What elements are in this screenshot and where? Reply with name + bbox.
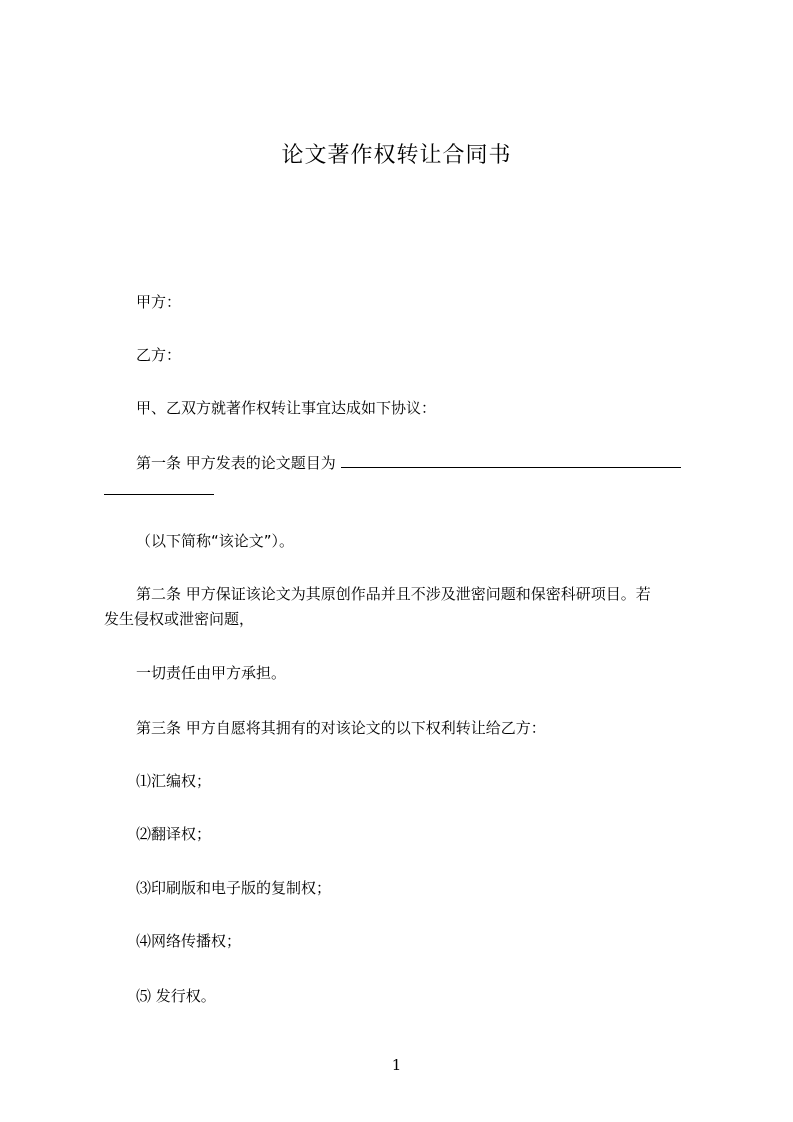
article-2-line-1: 第二条 甲方保证该论文为其原创作品并且不涉及泄密问题和保密科研项目。若 xyxy=(136,585,651,603)
article-2-line-2: 发生侵权或泄密问题， xyxy=(104,610,255,628)
agreement-intro: 甲、乙双方就著作权转让事宜达成如下协议： xyxy=(136,399,437,417)
document-title: 论文著作权转让合同书 xyxy=(281,143,512,168)
right-item-2: ⑵翻译权； xyxy=(136,825,212,843)
article-3: 第三条 甲方自愿将其拥有的对该论文的以下权利转让给乙方： xyxy=(136,719,546,737)
right-item-5: ⑸ 发行权。 xyxy=(136,987,216,1005)
title-blank-line-continued xyxy=(104,480,214,495)
article-1-text: 第一条 甲方发表的论文题目为 xyxy=(136,454,341,472)
right-item-3: ⑶印刷版和电子版的复制权； xyxy=(136,879,332,897)
page-number: 1 xyxy=(391,1056,402,1074)
right-item-1: ⑴汇编权； xyxy=(136,772,212,790)
party-a-label: 甲方： xyxy=(136,293,182,311)
party-b-label: 乙方： xyxy=(136,346,182,364)
title-blank-line xyxy=(341,453,681,468)
responsibility-clause: 一切责任由甲方承担。 xyxy=(136,664,287,682)
abbreviation-note: （以下简称“该论文”）。 xyxy=(136,532,295,550)
right-item-4: ⑷网络传播权； xyxy=(136,932,242,950)
article-1 xyxy=(104,451,736,475)
